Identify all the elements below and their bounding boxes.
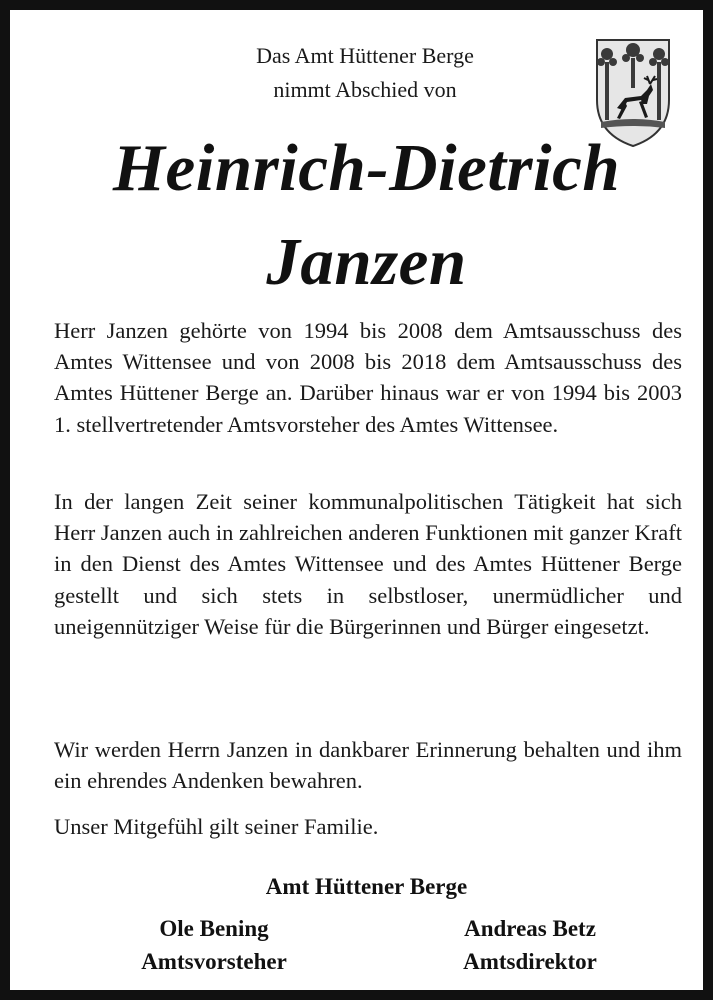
signer-2-name: Andreas Betz: [464, 916, 596, 941]
header-line-1: Das Amt Hüttener Berge: [256, 43, 474, 68]
signer-1-name: Ole Bening: [159, 916, 269, 941]
tribute-paragraph-4: Unser Mitgefühl gilt seiner Familie.: [54, 814, 379, 839]
deceased-last-name: Janzen: [266, 225, 467, 299]
deceased-first-name: Heinrich-Dietrich: [112, 131, 621, 205]
signer-1-title: Amtsvorsteher: [141, 949, 287, 974]
tribute-paragraph-3: Wir werden Herrn Janzen in dankbarer Erinnerung behalten und ihm ein ehrendes Andenken bewahren.: [54, 737, 682, 794]
tribute-paragraph-2: In der langen Zeit seiner kommunalpolitischen Tätigkeit hat sich Herr Janzen auch in zahlreichen anderen Funktionen mit ganzer Kraft in den Dienst des Amtes Wittensee und des Amtes Hüttener Berge gestellt und sich stets in selbstloser, unermüdlicher und uneigennütziger Weise für die Bürgerinnen und Bürger eingesetzt.: [54, 489, 682, 639]
header-line-2: nimmt Abschied von: [273, 77, 457, 102]
signer-2-title: Amtsdirektor: [463, 949, 597, 974]
tribute-paragraph-1: Herr Janzen gehörte von 1994 bis 2008 dem Amtsausschuss des Amtes Wittensee und von 2008 bis 2018 dem Amtsausschuss des Amtes Hüttener Berge an. Darüber hinaus war er von 1994 bis 2003 1. stellvertretender Amtsvorsteher des Amtes Wittensee.: [54, 318, 682, 437]
signature-organization: Amt Hüttener Berge: [265, 874, 468, 899]
